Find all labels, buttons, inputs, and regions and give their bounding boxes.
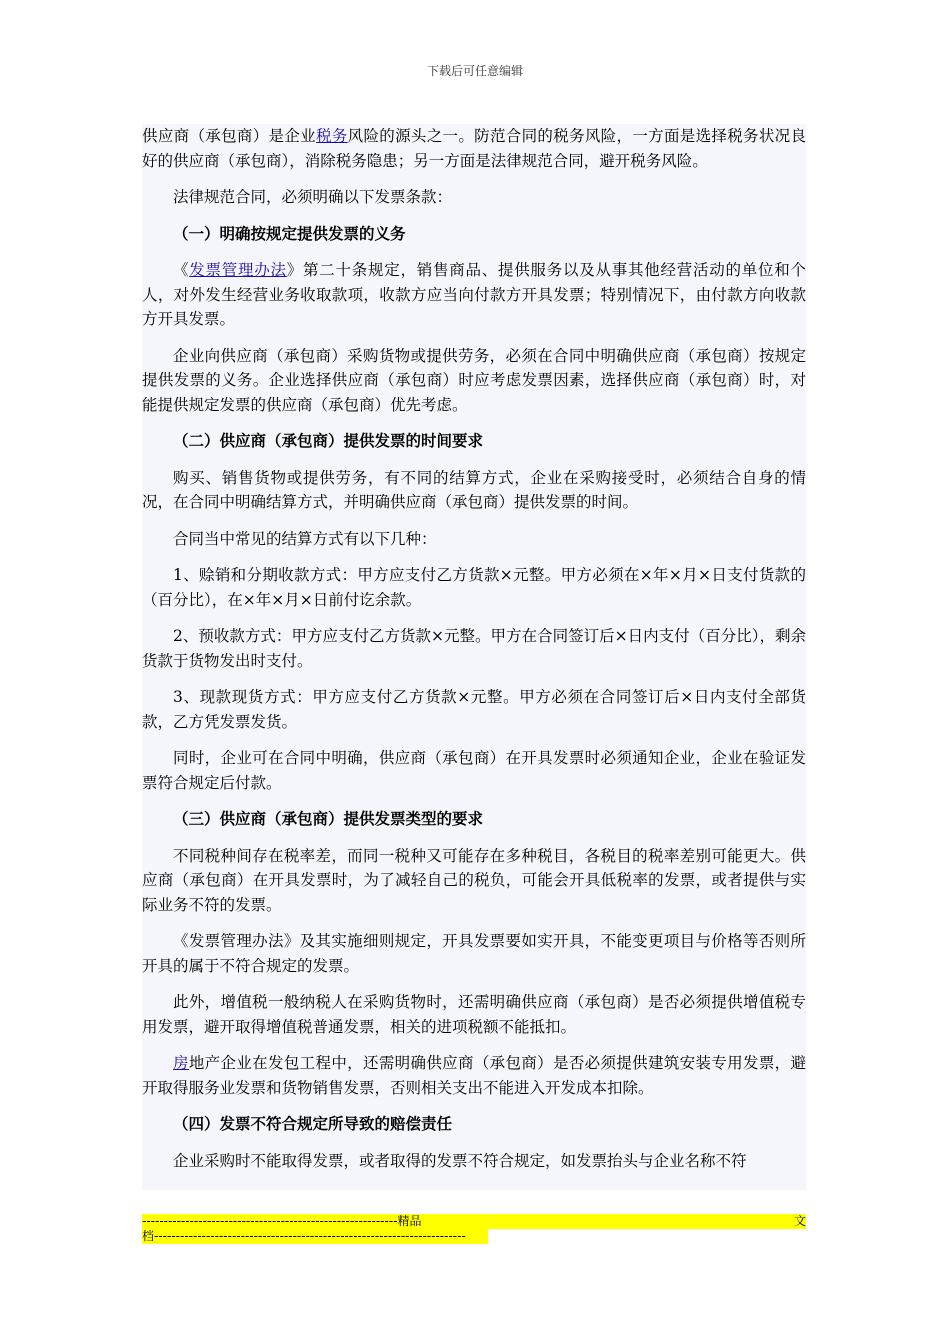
footer-char: 文 bbox=[793, 1214, 806, 1228]
tax-link[interactable]: 税务 bbox=[315, 127, 348, 145]
paragraph-text: 》第二十条规定，销售商品、提供服务以及从事其他经营活动的单位和个人，对外发生经营业务收取款项，收款方应当向付款方开具发票；特别情况下，由付款方向收款方开具发票。 bbox=[142, 261, 806, 328]
paragraph: 合同当中常见的结算方式有以下几种： bbox=[173, 529, 437, 548]
paragraph-text: 风险的源头之一。防范合同的税务风险，一方面是选择税务状况良好的供应商（承包商），消除税务隐患；另一方面是法律规范合同，避开税务风险。 bbox=[142, 127, 806, 170]
paragraph: 1、赊销和分期收款方式：甲方应支付乙方货款×元整。甲方必须在×年×月×日支付货款的（百分比），在×年×月×日前付讫余款。 bbox=[142, 566, 806, 609]
paragraph: 3、现款现货方式：甲方应支付乙方货款×元整。甲方必须在合同签订后×日内支付全部货款，乙方凭发票发货。 bbox=[142, 688, 806, 731]
invoice-regulation-link[interactable]: 发票管理办法 bbox=[189, 261, 287, 279]
paragraph: 法律规范合同，必须明确以下发票条款： bbox=[173, 188, 453, 206]
footer-line-2 bbox=[142, 1229, 488, 1244]
footer-char: 档 bbox=[142, 1229, 155, 1243]
paragraph bbox=[142, 1051, 806, 1100]
footer-dashes: ------------------------------------------------------------------------ bbox=[154, 1229, 466, 1243]
paragraph: 《发票管理办法》及其实施细则规定，开具发票要如实开具，不能变更项目与价格等否则所开具的属于不符合规定的发票。 bbox=[142, 932, 806, 975]
paragraph: 不同税种间存在税率差，而同一税种又可能存在多种税目，各税目的税率差别可能更大。供应商（承包商）在开具发票时，为了减轻自己的税负，可能会开具低税率的发票，或者提供与实际业务不符的发票。 bbox=[142, 846, 806, 914]
paragraph: 同时，企业可在合同中明确，供应商（承包商）在开具发票时必须通知企业，企业在验证发票符合规定后付款。 bbox=[142, 749, 806, 792]
section-heading: （二）供应商（承包商）提供发票的时间要求 bbox=[173, 431, 484, 450]
section-heading: （四）发票不符合规定所导致的赔偿责任 bbox=[173, 1114, 453, 1133]
paragraph-text: 地产企业在发包工程中，还需明确供应商（承包商）是否必须提供建筑安装专用发票，避开取得服务业发票和货物销售发票，否则相关支出不能进入开发成本扣除。 bbox=[142, 1054, 806, 1097]
section-heading: （三）供应商（承包商）提供发票类型的要求 bbox=[173, 809, 484, 828]
footer-dashes: ----------------------------------------------------------- bbox=[142, 1214, 398, 1228]
paragraph: 2、预收款方式：甲方应支付乙方货款×元整。甲方在合同签订后×日内支付（百分比），剩余货款于货物发出时支付。 bbox=[142, 627, 806, 670]
paragraph: 企业向供应商（承包商）采购货物或提供劳务，必须在合同中明确供应商（承包商）按规定提供发票的义务。企业选择供应商（承包商）时应考虑发票因素，选择供应商（承包商）时，对能提供规定发票的供应商（承包商）优先考虑。 bbox=[142, 346, 806, 414]
paragraph: 企业采购时不能取得发票，或者取得的发票不符合规定，如发票抬头与企业名称不符 bbox=[173, 1151, 747, 1170]
paragraph: 购买、销售货物或提供劳务，有不同的结算方式，企业在采购接受时，必须结合自身的情况，在合同中明确结算方式，并明确供应商（承包商）提供发票的时间。 bbox=[142, 468, 806, 511]
footer-char: 品 bbox=[409, 1214, 422, 1228]
section-heading: （一）明确按规定提供发票的义务 bbox=[173, 223, 406, 243]
paragraph: 此外，增值税一般纳税人在采购货物时，还需明确供应商（承包商）是否必须提供增值税专用发票，避开取得增值税普通发票，相关的进项税额不能抵扣。 bbox=[142, 993, 806, 1036]
document-body bbox=[142, 124, 806, 1190]
paragraph bbox=[142, 124, 806, 173]
footer-char: 精 bbox=[397, 1214, 410, 1228]
real-estate-link[interactable]: 房 bbox=[173, 1054, 189, 1072]
page-header: 下载后可任意编辑 bbox=[426, 64, 523, 78]
paragraph-text: 《 bbox=[173, 261, 190, 279]
paragraph-text: 供应商（承包商）是企业 bbox=[142, 127, 316, 145]
paragraph bbox=[142, 258, 806, 332]
footer-line-1 bbox=[142, 1214, 806, 1229]
